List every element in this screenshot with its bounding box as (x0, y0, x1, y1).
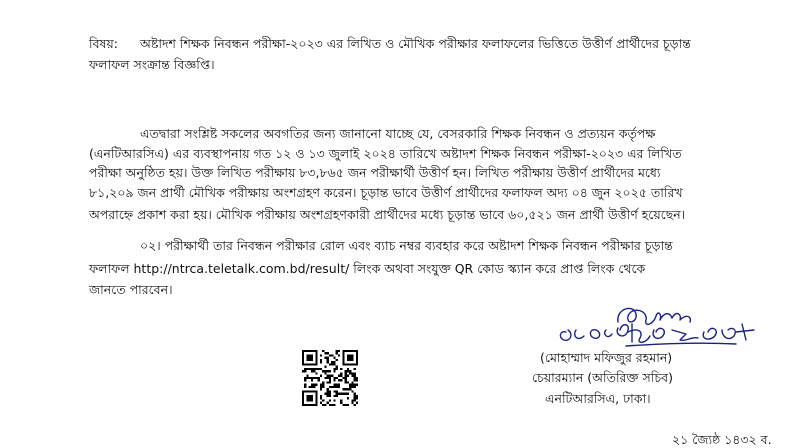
paragraph-2-line-3: জানতে পারবেন। (89, 282, 173, 297)
paragraph-2-text-before-link: ফলাফল (89, 261, 134, 276)
paragraph-1-line-5: অপরাহ্নে প্রকাশ করা হয়। মৌখিক পরীক্ষায় অংশগ্রহণকারী প্রার্থীদের মধ্যে চূড়ান্ত ভাবে ৬০,৫২১ জন প্রার্থী উত্তীর্ণ হয়েছেন। (89, 207, 686, 222)
qr-code-icon (302, 350, 358, 406)
paragraph-1-line-3: পরীক্ষা অনুষ্ঠিত হয়। উক্ত লিখিত পরীক্ষায় ৮৩,৮৬৫ জন পরীক্ষার্থী উত্তীর্ণ হন। লিখিত পরীক্ষায় উত্তীর্ণ প্রার্থীদের মধ্যে (89, 165, 661, 180)
paragraph-1-line-1: এতদ্বারা সংশ্লিষ্ট সকলের অবগতির জন্য জানানো যাচ্ছে যে, বেসরকারি শিক্ষক নিবন্ধন ও প্রত্যয়ন কর্তৃপক্ষ (140, 126, 656, 141)
paragraph-2-text-after-link: লিংক অথবা সংযুক্ত QR কোড স্ক্যান করে প্রাপ্ত লিংক থেকে (349, 261, 646, 276)
signatory-name: (মোহাম্মাদ মফিজুর রহমান) (540, 350, 673, 365)
paragraph-1-line-4: ৮১,২০৯ জন প্রার্থী মৌখিক পরীক্ষায় অংশগ্রহণ করেন। চূড়ান্ত ভাবে উত্তীর্ণ প্রার্থীদের ফলাফল অদ্য ০৪ জুন ২০২৫ তারিখ (89, 185, 683, 200)
bangla-date: ২১ জ্যৈষ্ঠ ১৪৩২ ব. (672, 432, 772, 447)
subject-label: বিষয়: (89, 36, 119, 51)
signatory-title: চেয়ারম্যান (অতিরিক্ত সচিব) (532, 370, 673, 385)
paragraph-1-line-2: (এনটিআরসিএ) এর ব্যবস্থাপনায় গত ১২ ও ১৩ জুলাই ২০২৪ তারিখে অষ্টাদশ শিক্ষক নিবন্ধন পরীক্ষা-২০২৩ এর লিখিত (89, 146, 682, 161)
subject-line-2: ফলাফল সংক্রান্ত বিজ্ঞপ্তি। (89, 57, 215, 72)
paragraph-2-line-2 (89, 261, 645, 277)
paragraph-2-line-1: ০২। পরীক্ষার্থী তার নিবন্ধন পরীক্ষার রোল এবং ব্যাচ নম্বর ব্যবহার করে অষ্টাদশ শিক্ষক নিবন্ধন পরীক্ষার চূড়ান্ত (140, 238, 673, 253)
subject-line-1: অষ্টাদশ শিক্ষক নিবন্ধন পরীক্ষা-২০২৩ এর লিখিত ও মৌখিক পরীক্ষার ফলাফলের ভিত্তিতে উত্তীর্ণ প্রার্থীদের চূড়ান্ত (140, 36, 691, 51)
handwritten-signature (536, 300, 786, 356)
result-link[interactable]: http://ntrca.teletalk.com.bd/result/ (133, 261, 350, 276)
signatory-organization: এনটিআরসিএ, ঢাকা। (545, 391, 651, 406)
